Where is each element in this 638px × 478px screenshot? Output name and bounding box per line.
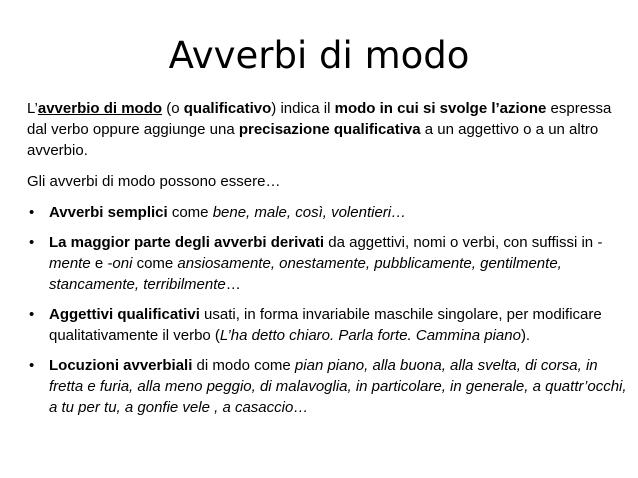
bullet-suffix: -mente [49,234,603,272]
bullet-item [27,304,627,346]
bullet-heading: Aggettivi qualificativi [49,306,200,323]
bullet-text: ). [520,327,531,344]
slide-title: Avverbi di modo [168,34,470,77]
intro-emphasis-2: precisazione qualificativa [238,121,421,138]
bullet-text: come [167,204,213,221]
intro-text-1: L’ [27,100,38,117]
slide-body [27,98,627,427]
bullet-item [27,202,627,223]
intro-text-3: ) indica il [271,100,335,117]
bullet-text: … [225,276,241,293]
bullet-list [27,202,627,418]
bullet-text: come [132,255,178,272]
bullet-text: da aggettivi, nomi o verbi, con suffissi in [324,234,598,251]
intro-emphasis-1: modo in cui si svolge l’azione [334,100,547,117]
bullet-heading: Locuzioni avverbiali [49,357,193,374]
bullet-marker: • [29,204,35,221]
bullet-heading: Avverbi semplici [49,204,168,221]
intro-paragraph [27,98,627,161]
bullet-marker: • [29,234,35,251]
bullet-heading: La maggior parte degli avverbi derivati [49,234,325,251]
bullet-examples: pian piano, alla buona, alla svelta, di corsa, in fretta e furia, alla meno peggio, di malavoglia, in particolare, in generale, a quattr’occhi, a tu per tu, a gonfie vele , a casaccio… [49,357,627,416]
bullet-marker: • [29,306,35,323]
intro-text-5: a un aggettivo o a un altro avverbio. [27,121,599,159]
bullet-item [27,232,627,295]
intro-text-2: (o [162,100,184,117]
lead-paragraph: Gli avverbi di modo possono essere… [27,173,281,190]
bullet-examples: ansiosamente, onestamente, pubblicamente, gentilmente, stancamente, terribilmente [49,255,562,293]
bullet-suffix: -oni [107,255,133,272]
bullet-text: e [90,255,108,272]
bullet-text: di modo come [192,357,295,374]
intro-term-alt: qualificativo [183,100,272,117]
bullet-examples: bene, male, così, volentieri… [212,204,407,221]
bullet-text: usati, in forma invariabile maschile singolare, per modificare qualitativamente il verbo ( [49,306,602,344]
bullet-marker: • [29,357,35,374]
intro-term: avverbio di modo [37,100,163,117]
bullet-item [27,355,627,418]
bullet-examples: L’ha detto chiaro. Parla forte. Cammina piano [219,327,521,344]
intro-text-4: espressa dal verbo oppure aggiunge una [27,100,612,138]
